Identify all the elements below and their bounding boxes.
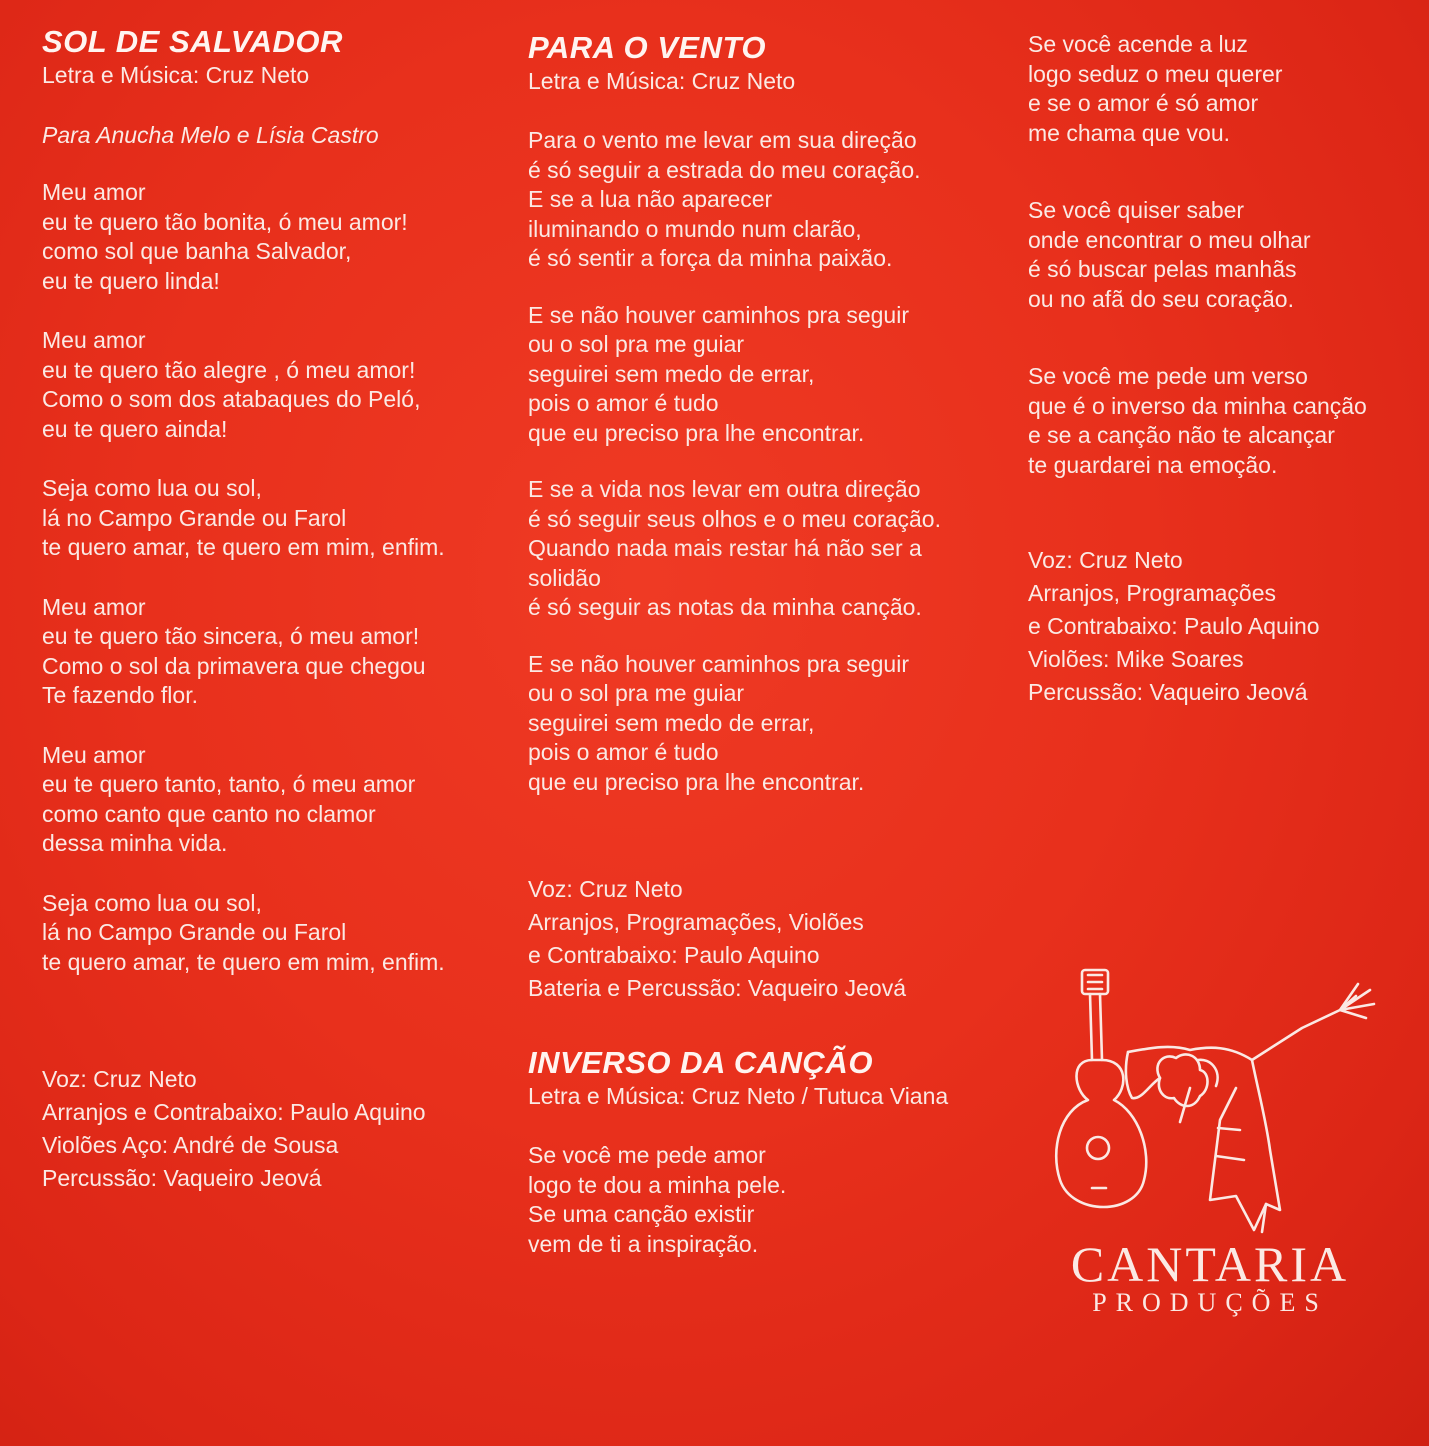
lyric-line: é só seguir as notas da minha canção. [528,594,922,620]
lyric-line: é só seguir seus olhos e o meu coração. [528,505,941,532]
lyric-line: Seja como lua ou sol, [42,889,262,916]
performance-credits [1028,544,1423,709]
stanza [42,741,512,859]
lyric-line: eu te quero tão alegre , ó meu amor! [42,356,416,383]
lyrics [42,178,512,977]
stanza [528,650,1008,798]
lyric-line: solidão [528,564,601,591]
lyric-line: te quero amar, te quero em mim, enfim. [42,534,445,560]
lyric-line: eu te quero tão sincera, ó meu amor! [42,623,420,649]
lyric-line: Arranjos e Contrabaixo: Paulo Aquino [42,1099,426,1125]
lyric-line: e se o amor é só amor [1028,90,1259,116]
column-inverso-continued [1028,30,1423,709]
logo-wordmark: CANTARIA [1070,1236,1350,1292]
lyric-line: Te fazendo flor. [42,682,198,708]
lyric-line: pois o amor é tudo [528,739,719,765]
stanza [42,178,512,296]
lyric-line: Se você me pede amor [528,1142,766,1168]
lyric-line: Voz: Cruz Neto [42,1066,197,1092]
lyric-line: seguirei sem medo de errar, [528,709,815,736]
lyric-line: lá no Campo Grande ou Farol [42,504,347,531]
song-dedication: Para Anucha Melo e Lísia Castro [42,122,379,148]
stanza [42,593,512,711]
lyric-line: Meu amor [42,327,146,353]
stanza [1028,196,1423,314]
lyric-line: pois o amor é tudo [528,390,719,416]
stanza [1028,30,1423,148]
lyric-line: Voz: Cruz Neto [1028,547,1183,573]
lyric-line: Para o vento me levar em sua direção [528,127,917,153]
lyric-line: Se você quiser saber [1028,197,1245,223]
lyric-line: Bateria e Percussão: Vaqueiro Jeová [528,975,907,1001]
lyric-line: eu te quero tão bonita, ó meu amor! [42,208,408,235]
song-credit: Letra e Música: Cruz Neto [42,62,310,88]
lyric-line: Seja como lua ou sol, [42,475,262,501]
lyric-line: como canto que canto no clamor [42,800,376,827]
lyric-line: ou o sol pra me guiar [528,680,745,706]
stanza [528,301,1008,449]
lyric-line: que eu preciso pra lhe encontrar. [528,768,865,795]
lyric-line: Meu amor [42,593,146,620]
stanza [528,126,1008,274]
lyric-line: eu te quero linda! [42,267,220,294]
stanza [528,1141,1008,1259]
performance-credits [42,1063,512,1195]
lyric-line: Como o som dos atabaques do Peló, [42,386,421,412]
stanza [42,889,512,978]
lyric-line: dessa minha vida. [42,830,228,856]
logo-subtitle: PRODUÇÕES [1092,1288,1328,1317]
lyric-line: Arranjos, Programações, Violões [528,909,864,935]
lyric-line: Se você acende a luz [1028,31,1248,57]
lyric-line: e Contrabaixo: Paulo Aquino [528,942,820,968]
lyric-line: vem de ti a inspiração. [528,1230,759,1257]
lyric-line: E se não houver caminhos pra seguir [528,301,909,328]
song-credit: Letra e Música: Cruz Neto / Tutuca Viana [528,1083,949,1109]
lyric-line: Percussão: Vaqueiro Jeová [1028,679,1308,705]
lyric-line: seguirei sem medo de errar, [528,360,815,387]
column-sol-de-salvador [42,24,512,1195]
lyric-line: Violões Aço: André de Sousa [42,1132,339,1158]
lyric-line: E se não houver caminhos pra seguir [528,650,909,677]
stanza [42,474,512,563]
lyric-line: ou o sol pra me guiar [528,331,745,357]
lyric-line: eu te quero ainda! [42,415,228,442]
song-title: PARA O VENTO [528,30,766,65]
song-title: INVERSO DA CANÇÃO [528,1045,873,1080]
lyric-line: como sol que banha Salvador, [42,238,352,264]
stanza [1028,362,1423,480]
lyric-line: iluminando o mundo num clarão, [528,215,862,242]
lyric-line: te quero amar, te quero em mim, enfim. [42,948,445,975]
lyric-line: é só seguir a estrada do meu coração. [528,156,921,183]
lyric-line: onde encontrar o meu olhar [1028,226,1311,253]
lyric-line: Meu amor [42,179,146,205]
lyric-line: Violões: Mike Soares [1028,646,1244,672]
lyric-line: E se a vida nos levar em outra direção [528,476,921,502]
lyric-line: e se a canção não te alcançar [1028,422,1335,448]
lyrics [528,1141,1008,1259]
stanza [528,475,1008,623]
lyrics [1028,30,1423,480]
lyric-line: é só sentir a força da minha paixão. [528,245,893,271]
lyric-line: Meu amor [42,741,146,768]
lyric-line: ou no afã do seu coração. [1028,285,1294,312]
column-para-o-vento [528,30,1008,1259]
lyric-line: Como o sol da primavera que chegou [42,652,426,679]
lyric-line: logo seduz o meu querer [1028,60,1283,87]
lyric-line: que é o inverso da minha canção [1028,392,1367,419]
lyric-line: e Contrabaixo: Paulo Aquino [1028,613,1320,639]
song-credit: Letra e Música: Cruz Neto [528,68,796,94]
lyric-line: que eu preciso pra lhe encontrar. [528,419,865,446]
lyric-line: é só buscar pelas manhãs [1028,256,1297,282]
lyric-line: Voz: Cruz Neto [528,876,683,902]
lyric-line: E se a lua não aparecer [528,186,773,212]
lyric-line: eu te quero tanto, tanto, ó meu amor [42,771,416,797]
lyric-line: Se uma canção existir [528,1201,755,1227]
lyric-line: te guardarei na emoção. [1028,451,1278,478]
performance-credits [528,873,1008,1005]
lyric-line: logo te dou a minha pele. [528,1171,787,1198]
lyrics [528,126,1008,797]
lyric-line: Arranjos, Programações [1028,580,1276,606]
lyric-line: me chama que vou. [1028,119,1231,146]
lyric-line: lá no Campo Grande ou Farol [42,919,347,945]
lyric-line: Se você me pede um verso [1028,363,1308,389]
stanza [42,326,512,444]
lyric-line: Percussão: Vaqueiro Jeová [42,1165,322,1191]
song-title: SOL DE SALVADOR [42,24,343,59]
lyric-line: Quando nada mais restar há não ser a [528,535,922,561]
